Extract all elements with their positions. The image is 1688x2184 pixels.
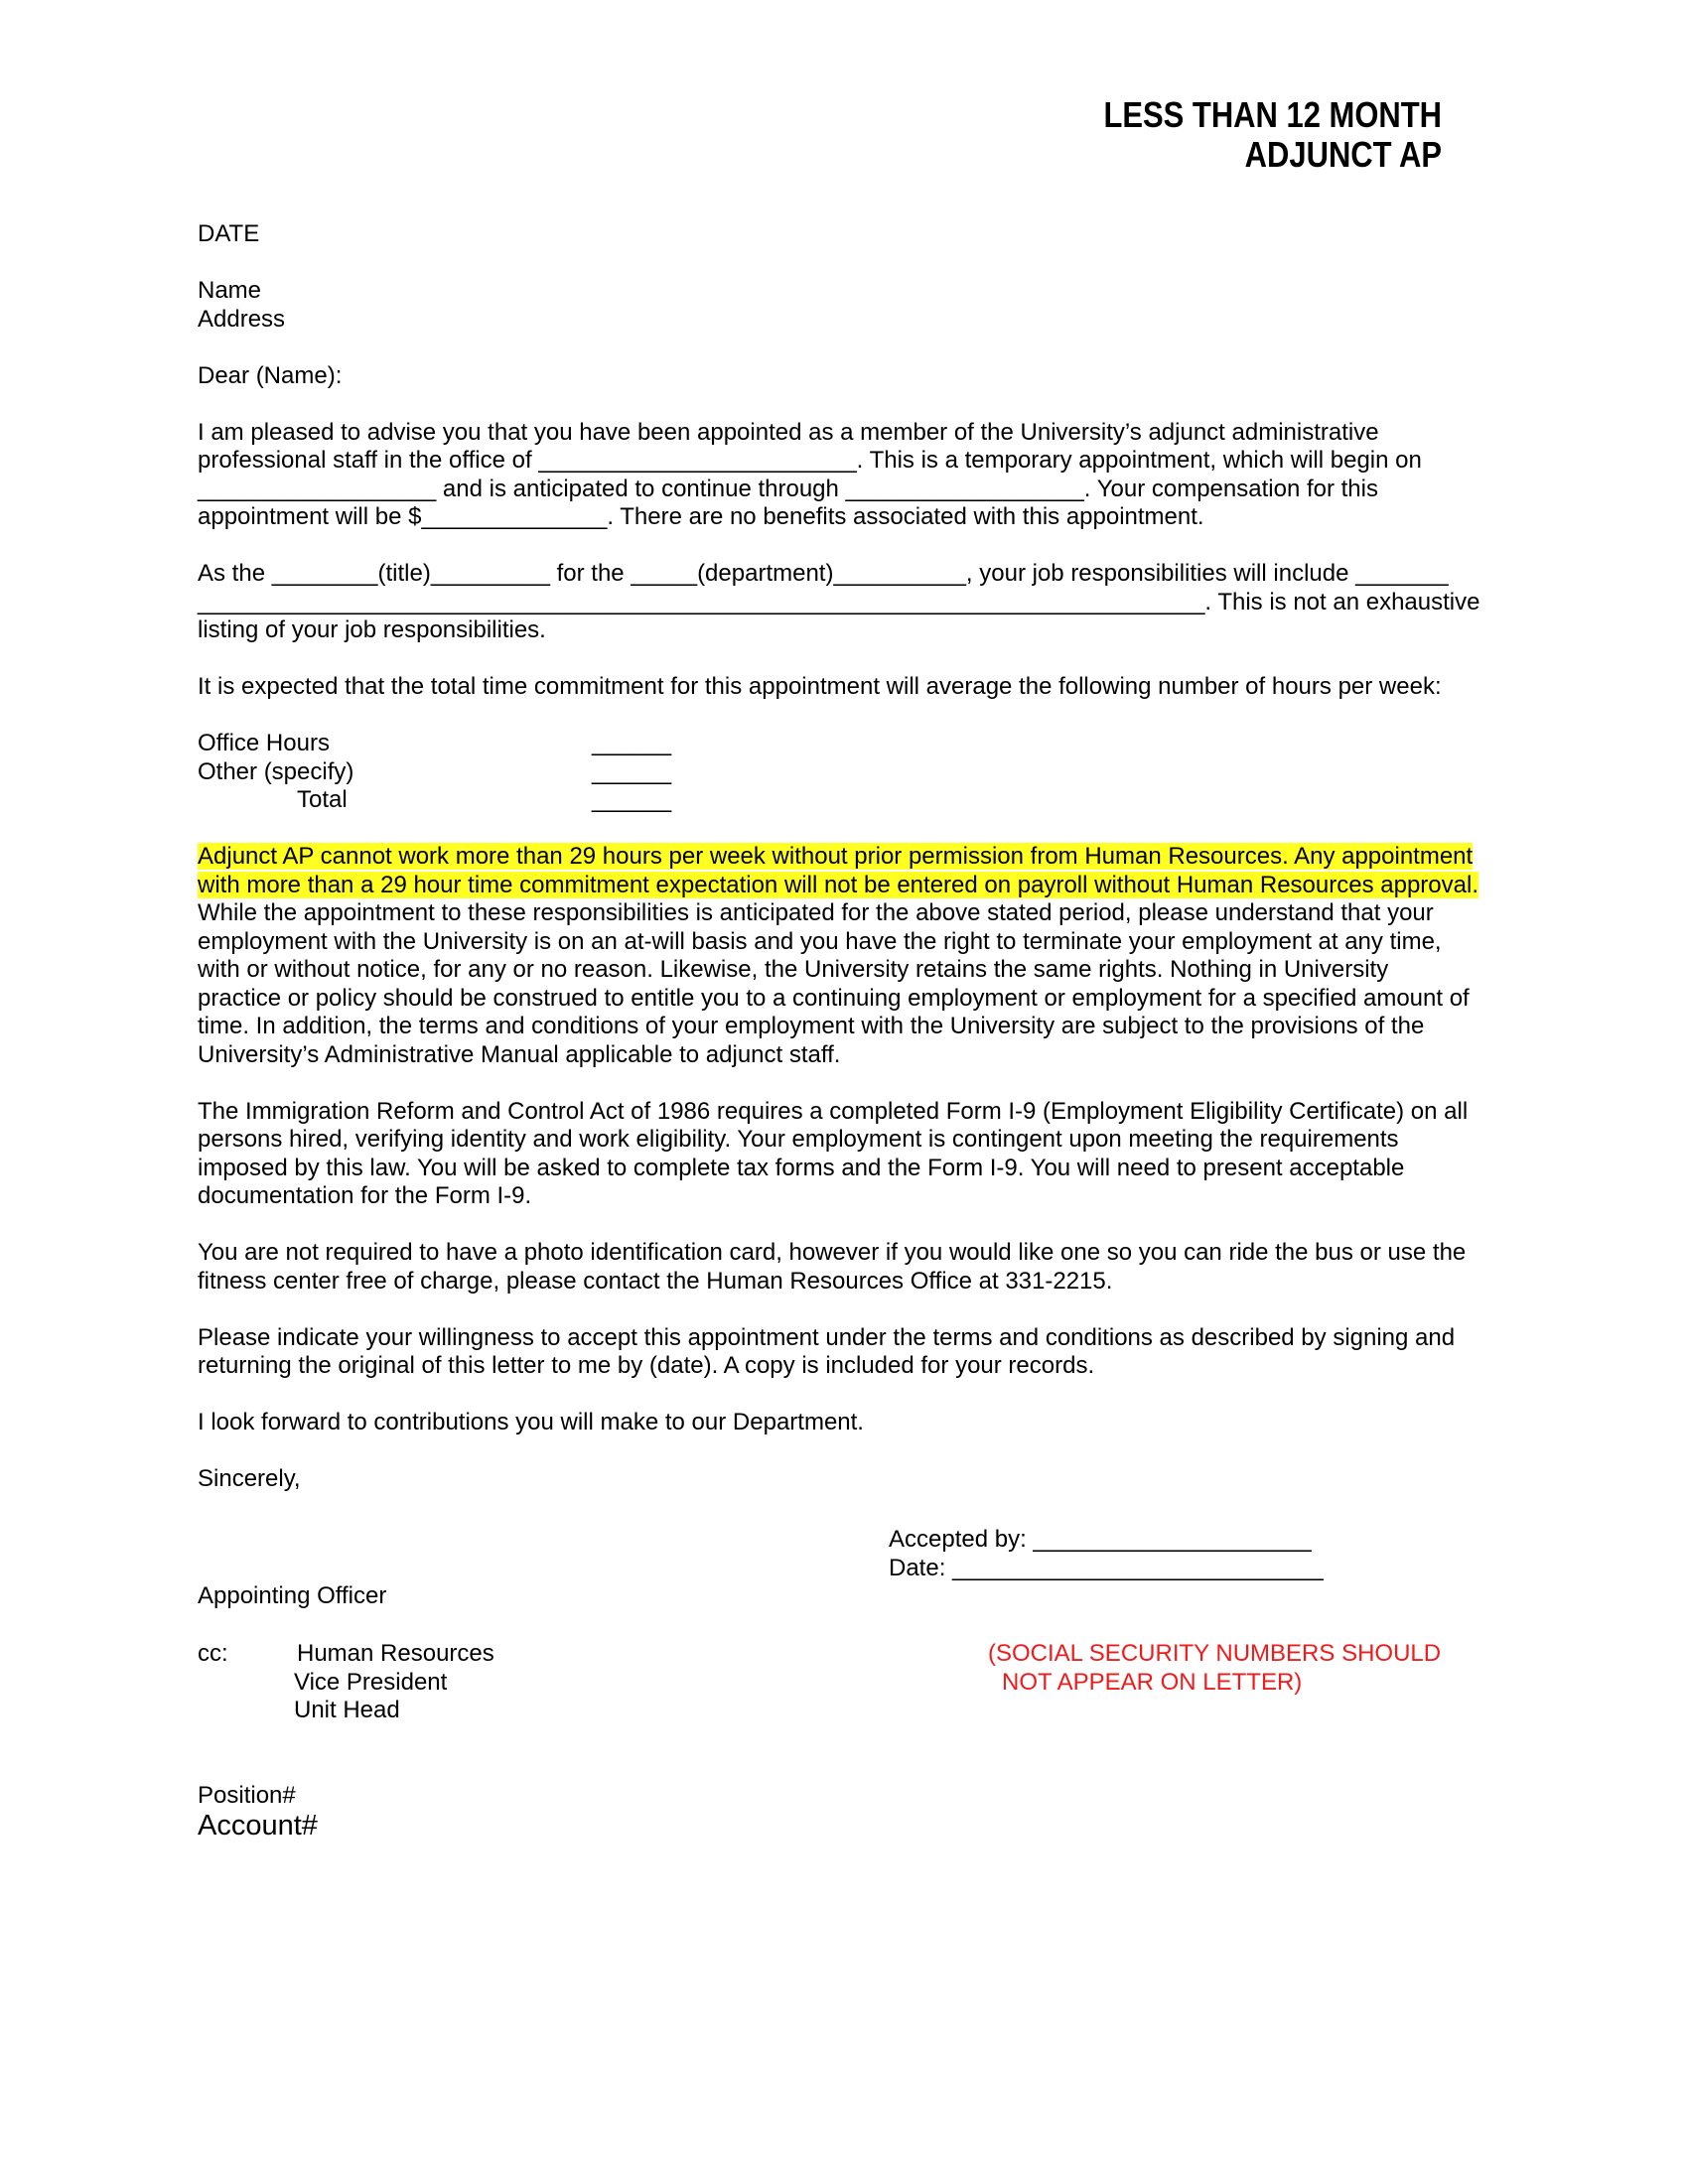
time-commitment-paragraph: It is expected that the total time commitment for this appointment will average the following number of hours per week:	[198, 673, 1442, 700]
at-will-line: practice or policy should be construed to entitle you to a continuing employment or employment for a specified amount of	[198, 984, 1470, 1012]
heading-line-1: LESS THAN 12 MONTH	[1103, 94, 1442, 135]
photo-id-line: fitness center free of charge, please contact the Human Resources Office at 331-2215.	[198, 1267, 1113, 1295]
hours-blank: ______	[592, 757, 672, 785]
highlighted-line: Adjunct AP cannot work more than 29 hours per week without prior permission from Human Resources. Any appointment	[198, 843, 1474, 870]
acceptance-line: returning the original of this letter to me by (date). A copy is included for your records.	[198, 1352, 1095, 1379]
acceptance-line: Please indicate your willingness to accept this appointment under the terms and conditions as described by signing and	[198, 1323, 1456, 1351]
appointment-line: I am pleased to advise you that you have been appointed as a member of the University’s adjunct administrative	[198, 418, 1379, 446]
responsibilities-paragraph	[198, 560, 1528, 645]
ssn-warning-line: (SOCIAL SECURITY NUMBERS SHOULD	[988, 1640, 1442, 1667]
at-will-line: University’s Administrative Manual applicable to adjunct staff.	[198, 1040, 841, 1068]
cc-list	[198, 1640, 494, 1725]
appointment-line: appointment will be $______________. There are no benefits associated with this appointment.	[198, 503, 1204, 530]
acceptance-paragraph	[198, 1324, 1528, 1381]
hours-row	[198, 730, 1528, 758]
heading-line-2: ADJUNCT AP	[1244, 134, 1442, 175]
recipient-name: Name	[198, 277, 262, 304]
acceptance-date-line: Date: ____________________________	[889, 1554, 1324, 1581]
date-line: DATE	[198, 220, 260, 247]
at-will-line: with or without notice, for any or no reason. Likewise, the University retains the same rights. Nothing in University	[198, 956, 1389, 983]
closing-paragraph: I look forward to contributions you will make to our Department.	[198, 1409, 864, 1435]
highlighted-notice	[198, 843, 1528, 899]
photo-id-paragraph	[198, 1239, 1528, 1296]
highlighted-line: with more than a 29 hour time commitment expectation will not be entered on payroll without Human Resources approval.	[198, 871, 1478, 898]
hours-table	[198, 730, 1528, 815]
accepted-by-line: Accepted by: _____________________	[889, 1526, 1312, 1553]
at-will-paragraph	[198, 899, 1528, 1069]
cc-recipient: Vice President	[294, 1668, 448, 1696]
cc-label: cc:	[198, 1640, 228, 1667]
at-will-line: employment with the University is on an at-will basis and you have the right to terminate your employment at any time,	[198, 927, 1442, 955]
account-number-label: Account#	[198, 1810, 318, 1842]
position-number-label: Position#	[198, 1782, 296, 1809]
ssn-warning-line: NOT APPEAR ON LETTER)	[1002, 1668, 1303, 1696]
appointment-paragraph	[198, 419, 1528, 532]
hours-row	[198, 758, 1528, 787]
responsibilities-line: ____________________________________________________________________________. This is not an exhaustive	[198, 588, 1480, 615]
cc-recipient: Unit Head	[294, 1697, 400, 1723]
hours-row	[198, 786, 1528, 815]
letter-body	[198, 220, 1528, 1494]
immigration-line: imposed by this law. You will be asked to complete tax forms and the Form I-9. You will need to present acceptable	[198, 1154, 1405, 1181]
hours-label: Total	[297, 786, 348, 813]
recipient-address: Address	[198, 305, 286, 333]
hours-blank: ______	[592, 786, 672, 813]
immigration-paragraph	[198, 1098, 1528, 1211]
immigration-line: persons hired, verifying identity and work eligibility. Your employment is contingent upon meeting the requirements	[198, 1126, 1399, 1153]
hours-label: Office Hours	[198, 730, 330, 756]
acceptance-signature-block	[889, 1526, 1324, 1582]
immigration-line: The Immigration Reform and Control Act of 1986 requires a completed Form I-9 (Employment Eligibility Certificate) on all	[198, 1097, 1469, 1125]
cc-recipient: Human Resources	[297, 1640, 494, 1667]
ssn-warning	[988, 1640, 1441, 1697]
hours-blank: ______	[592, 730, 672, 756]
closing: Sincerely,	[198, 1465, 301, 1492]
responsibilities-line: listing of your job responsibilities.	[198, 616, 546, 643]
appointment-line: __________________ and is anticipated to continue through __________________. Your compensation for this	[198, 475, 1378, 502]
appointing-officer: Appointing Officer	[198, 1582, 387, 1609]
salutation: Dear (Name):	[198, 361, 343, 389]
immigration-line: documentation for the Form I-9.	[198, 1182, 532, 1209]
photo-id-line: You are not required to have a photo identification card, however if you would like one so you can ride the bus or use the	[198, 1239, 1467, 1266]
responsibilities-line: As the ________(title)_________ for the _____(department)__________, your job responsibilities will include _______	[198, 560, 1449, 587]
at-will-line: While the appointment to these responsibilities is anticipated for the above stated period, please understand that your	[198, 899, 1434, 926]
appointment-line: professional staff in the office of ________________________. This is a temporary appointment, which will begin on	[198, 447, 1422, 474]
at-will-line: time. In addition, the terms and conditions of your employment with the University are subject to the provisions of the	[198, 1013, 1425, 1039]
document-heading	[1103, 95, 1442, 175]
hours-label: Other (specify)	[198, 757, 354, 785]
